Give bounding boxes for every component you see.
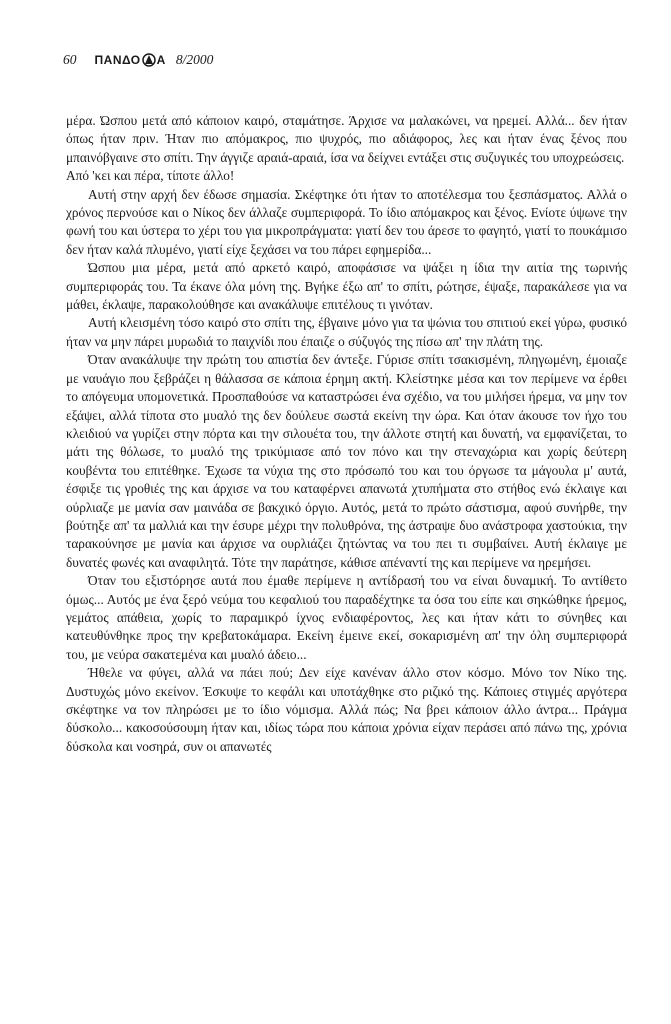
paragraph: Ήθελε να φύγει, αλλά να πάει πού; Δεν είχε κανέναν άλλο στον κόσμο. Μόνο τον Νίκο της. Δυστυχώς μόνο εκείνον. Έσκυψε το κεφάλι και υποτάχθηκε στο ριζικό της. Κάποιες στιγμές αργότερα σκέφτηκε να τον πληρώσει με το ίδιο νόμισμα. Αλλά πώς; Να βρει κάποιον άλλο άντρα... Πράγμα δύσκολο... κακοσούσουμη ήταν και, ιδίως τώρα που κάποια χρόνια είχαν περάσει από πάνω της, χρόνια δύσκολα και νοσηρά, συν οι απανωτές (66, 665, 627, 754)
article-body (66, 112, 627, 756)
paragraph: Ώσπου μια μέρα, μετά από αρκετό καιρό, αποφάσισε να ψάξει η ίδια την αιτία της τωρινής συμπεριφοράς του. Τα έκανε όλα μόνη της. Βγήκε έξω απ' το σπίτι, ρώτησε, έψαξε, παρακάλεσε για να μάθει, έκλαψε, παρακολούθησε και ανακάλυψε επιτέλους τι γινόταν. (66, 260, 627, 313)
paragraph: Αυτή κλεισμένη τόσο καιρό στο σπίτι της, έβγαινε μόνο για τα ψώνια του σπιτιού εκεί γύρω, φυσικό ήταν να μην πάρει μυρωδιά το παιχνίδι που έπαιζε ο σύζυγός της πίσω απ' την πλάτη της. (66, 315, 627, 349)
paragraph: Αυτή στην αρχή δεν έδωσε σημασία. Σκέφτηκε ότι ήταν το αποτέλεσμα του ξεσπάσματος. Αλλά ο χρόνος περνούσε και ο Νίκος δεν άλλαζε συμπεριφορά. Το ίδιο απόμακρος και ξένος. Ενίοτε ύψωνε την φωνή του και ύστερα το χέρι του για μικροπράγματα: γιατί δεν του άρεσε το φαγητό, γιατί το πουκάμισο δεν ήταν καλά πλυμένο, γιατί είχε ξεχάσει να του πάρει εφημερίδα... (66, 186, 627, 257)
paragraph: Όταν του εξιστόρησε αυτά που έμαθε περίμενε η αντίδρασή του να είναι δυναμική. Το αντίθετο όμως... Αυτός με ένα ξερό νεύμα του κεφαλιού του παραδέχτηκε τα όσα του είπε και σηκώθηκε ήρεμος, γεμάτος απάθεια, χωρίς το παραμικρό ίχνος ενδιαφέροντος, λες και ήταν κάτι το σύνηθες και κατευθύνθηκε προς την κρεβατοκάμαρα. Εκείνη έμεινε εκεί, σοκαρισμένη απ' την όλη συμπεριφορά του, με νεύρα σακατεμένα και μυαλό άδειο... (66, 573, 627, 662)
paragraph: Όταν ανακάλυψε την πρώτη του απιστία δεν άντεξε. Γύρισε σπίτι τσακισμένη, πληγωμένη, έμοιαζε με ναυάγιο που ξεβράζει η θάλασσα σε κάποια έρημη ακτή. Κλείστηκε μέσα και τον περίμενε να έρθει το απόγευμα υπομονετικά. Προσπαθούσε να καταστρώσει ένα σχέδιο, να του μιλήσει ήρεμα, να μην τον εξάψει, αλλά τίποτα στο μυαλό της δεν δούλευε σωστά εκείνη την ώρα. Και όταν άκουσε τον ήχο του κλειδιού να γυρίζει στην πόρτα και την σιλουέτα του, την άλλοτε στητή και δυνατή, να εμφανίζεται, το μάτι της θόλωσε, το μυαλό της τρικύμιασε από τον πόνο και την στεναχώρια και χωρίς δεύτερη κουβέντα του επιτέθηκε. Έχωσε τα νύχια της στο πρόσωπό του και του όργωσε τα μάγουλα μ' αυτά, έσφιξε τις γροθιές της και άρχισε να του καταφέρνει απανωτά χτυπήματα στο στήθος ενώ έκλαιγε και ούρλιαζε με μανία σαν μαινάδα σε βακχικό όργιο. Αυτός, μετά το πρώτο σάστισμα, αφού συνήρθε, την βούτηξε απ' τα μαλλιά και την έσυρε μέχρι την πολυθρόνα, της άστραψε δυο ανάστροφα χαστούκια, την ταρακούνησε με μανία και άρχισε να ουρλιάζει ζητώντας να του πει τι συμβαίνει. Αυτή έκλαιγε με δυνατές φωνές και αναφιλητά. Τότε την παράτησε, κάθισε απέναντί της και περίμενε να ηρεμήσει. (66, 352, 627, 570)
page-number: 60 (63, 52, 77, 67)
magazine-title (95, 53, 166, 67)
paragraph: Από 'κει και πέρα, τίποτε άλλο! (66, 168, 235, 184)
magazine-title-right: Α (156, 53, 166, 67)
issue-date: 8/2000 (175, 52, 214, 67)
running-header (63, 52, 213, 68)
magazine-title-left: ΠΑΝΔΟ (94, 53, 141, 67)
paragraph: μέρα. Ώσπου μετά από κάποιον καιρό, σταμάτησε. Άρχισε να μαλακώνει, να ηρεμεί. Αλλά... δεν ήταν όπως ήταν πριν. Ήταν πιο απόμακρος, πιο ψυχρός, πιο αδιάφορος, λες και ήταν ένας ξένος που μπαινόβγαινε στο σπίτι. Την άγγιζε αραιά-αραιά, ίσα να δείχνει εντάξει στις συζυγικές του υποχρεώσεις. (66, 113, 627, 165)
magazine-logo-icon (142, 53, 156, 67)
